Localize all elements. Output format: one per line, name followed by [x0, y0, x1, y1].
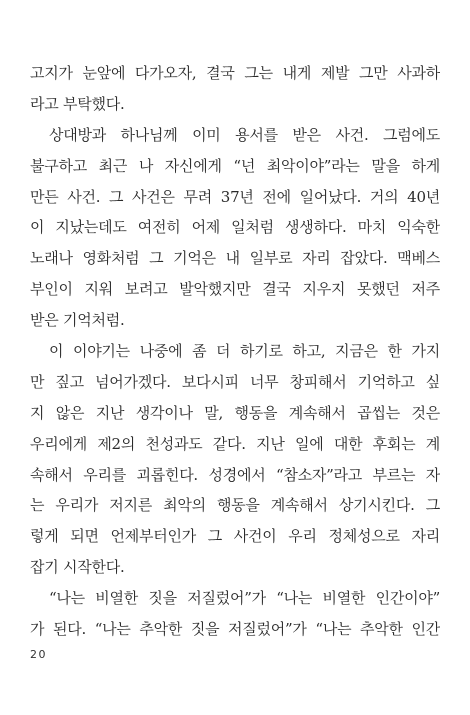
- paragraph-start-line: “나는 비열한 짓을 저질렀어”가 “나는 비열한 인간이야”: [49, 589, 440, 608]
- text-line: 렇게 되면 언제부터인가 그 사건이 우리 정체성으로 자리: [30, 527, 440, 546]
- text-line: 고지가 눈앞에 다가오자, 결국 그는 내게 제발 그만 사과하: [30, 64, 440, 82]
- paragraph-start-line: 이 이야기는 나중에 좀 더 하기로 하고, 지금은 한 가지: [49, 342, 440, 361]
- text-line: 이 지났는데도 여전히 어제 일처럼 생생하다. 마치 익숙한: [30, 218, 440, 237]
- text-line: 잡기 시작한다.: [30, 558, 125, 577]
- text-line: 받은 기억처럼.: [30, 311, 125, 330]
- text-line: 속해서 우리를 괴롭힌다. 성경에서 “참소자”라고 부르는 자: [30, 465, 440, 484]
- text-line: 라고 부탁했다.: [30, 94, 125, 113]
- text-line: 는 우리가 저지른 최악의 행동을 계속해서 상기시킨다. 그: [30, 496, 440, 515]
- text-line: 우리에게 제2의 천성과도 같다. 지난 일에 대한 후회는 계: [30, 434, 440, 453]
- page-number: 20: [30, 648, 47, 661]
- text-line: 만든 사건. 그 사건은 무려 37년 전에 일어났다. 거의 40년: [30, 187, 440, 206]
- text-line: 불구하고 최근 나 자신에게 “넌 최악이야”라는 말을 하게: [30, 156, 440, 175]
- paragraph-start-line: 상대방과 하나님께 이미 용서를 받은 사건. 그럼에도: [49, 125, 440, 144]
- text-line: 노래나 영화처럼 그 기억은 내 일부로 자리 잡았다. 맥베스: [30, 249, 440, 268]
- text-line: 지 않은 지난 생각이나 말, 행동을 계속해서 곱씹는 것은: [30, 403, 440, 422]
- text-line: 만 짚고 넘어가겠다. 보다시피 너무 창피해서 기억하고 싶: [30, 372, 440, 391]
- body-text: [30, 58, 440, 645]
- text-line: 부인이 지워 보려고 발악했지만 결국 지우지 못했던 저주: [30, 280, 440, 299]
- text-line: 가 된다. “나는 추악한 짓을 저질렀어”가 “나는 추악한 인간: [30, 620, 440, 639]
